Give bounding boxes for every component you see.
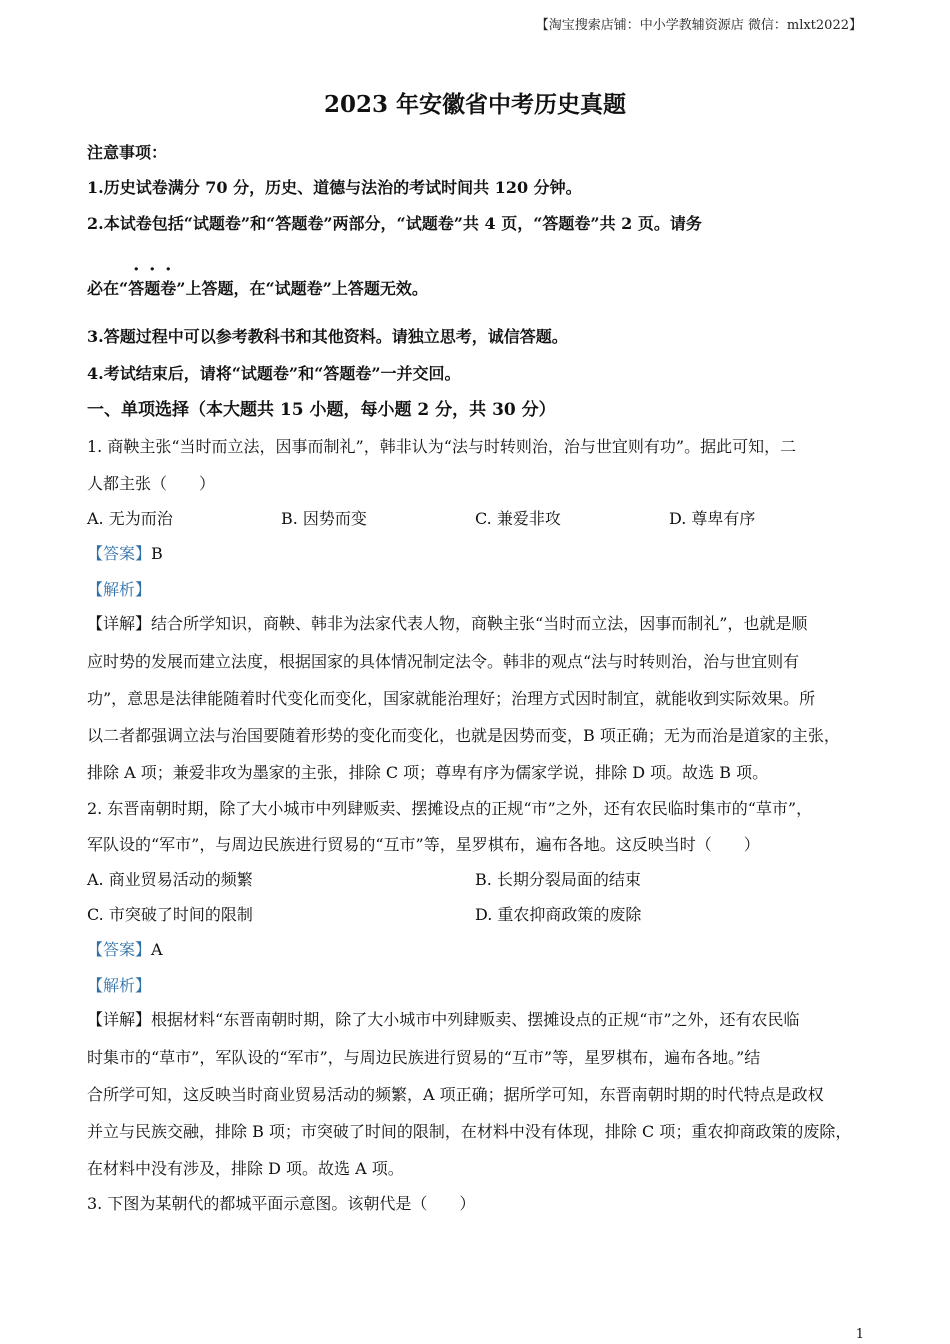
notice-heading: 注意事项： [87,143,168,162]
page-title: 2023 年安徽省中考历史真题 [323,91,627,118]
q2-answer [87,939,163,961]
notice-item-1: 1.历史试卷满分 70 分，历史、道德与法治的考试时间共 120 分钟。 [87,178,582,197]
q2-stem-line-2: 军队设的“军市”，与周边民族进行贸易的“互市”等，星罗棋布，遍布各地。这反映当时（ ） [87,835,760,854]
q2-answer-value: A [151,940,163,959]
answer-tag: 【答案】 [87,940,152,959]
q1-analysis-tag: 【解析】 [87,580,152,599]
q2-detail-line-2: 时集市的“草市”，军队设的“军市”，与周边民族进行贸易的“互市”等，星罗棋布，遍布各地。”结 [87,1048,761,1067]
q1-option-b: B. 因势而变 [281,509,367,528]
q1-answer-value: B [151,544,163,563]
answer-tag: 【答案】 [87,544,152,563]
q1-stem-line-1: 1. 商鞅主张“当时而立法，因事而制礼”，韩非认为“法与时转则治，治与世宜则有功”。据此可知，二 [87,437,797,456]
q2-detail-line-4: 并立与民族交融，排除 B 项；市突破了时间的限制，在材料中没有体现，排除 C 项；重农抑商政策的废除， [87,1122,852,1141]
section-heading: 一、单项选择（本大题共 15 小题，每小题 2 分，共 30 分） [87,400,556,420]
q2-analysis-tag: 【解析】 [87,976,152,995]
detail-tag: 【详解】 [87,1010,152,1029]
q1-detail-line-3: 功”，意思是法律能随着时代变化而变化，国家就能治理好；治理方式因时制宜，就能收到实际效果。所 [87,689,816,708]
q1-detail-line-2: 应时势的发展而建立法度，根据国家的具体情况制定法令。韩非的观点“法与时转则治，治与世宜则有 [87,652,800,671]
q2-detail-line-3: 合所学可知，这反映当时商业贸易活动的频繁，A 项正确；据所学可知，东晋南朝时期的时代特点是政权 [87,1085,824,1104]
detail-tag: 【详解】 [87,614,152,633]
q2-detail-line-1 [87,1009,800,1031]
q3-stem-line-1: 3. 下图为某朝代的都城平面示意图。该朝代是（ ） [87,1194,476,1213]
q2-option-c: C. 市突破了时间的限制 [87,905,253,924]
notice-item-2-post: ”上答题，在“试题卷”上答题无效。 [176,279,428,298]
emphasis-char-2: 题 [144,279,161,298]
q2-detail-text-1: 根据材料“东晋南朝时期，除了大小城市中列肆贩卖、摆摊设点的正规“市”之外，还有农民临 [151,1010,800,1029]
q1-detail-line-5: 排除 A 项；兼爱非攻为墨家的主张，排除 C 项；尊卑有序为儒家学说，排除 D 项。故选 B 项。 [87,763,769,782]
q2-detail-line-5: 在材料中没有涉及，排除 D 项。故选 A 项。 [87,1159,404,1178]
notice-item-2-pre: 必在“ [87,279,129,298]
notice-item-3: 3.答题过程中可以参考教科书和其他资料。请独立思考，诚信答题。 [87,327,568,346]
q1-stem-line-2: 人都主张（ ） [87,474,216,493]
q1-detail-line-4: 以二者都强调立法与治国要随着形势的变化而变化，也就是因势而变，B 项正确；无为而治是道家的主张， [87,726,840,745]
notice-item-4: 4.考试结束后，请将“试题卷”和“答题卷”一并交回。 [87,364,461,383]
emphasis-char-1: 答 [128,279,145,298]
q2-option-a: A. 商业贸易活动的频繁 [87,870,253,889]
q1-option-d: D. 尊卑有序 [669,509,756,528]
q1-detail-line-1 [87,613,807,635]
notice-item-2-line-2 [87,278,428,300]
notice-item-2-line-1: 2.本试卷包括“试题卷”和“答题卷”两部分，“试题卷”共 4 页，“答题卷”共 2 页。请务 [87,214,702,233]
q1-option-a: A. 无为而治 [87,509,173,528]
q2-option-d: D. 重农抑商政策的废除 [475,905,642,924]
q1-detail-text-1: 结合所学知识，商鞅、韩非为法家代表人物，商鞅主张“当时而立法，因事而制礼”，也就是顺 [151,614,808,633]
q1-answer [87,543,163,565]
q2-stem-line-1: 2. 东晋南朝时期，除了大小城市中列肆贩卖、摆摊设点的正规“市”之外，还有农民临时集市的“草市”， [87,799,813,818]
page-number: 1 [855,1327,864,1342]
emphasis-char-3: 卷 [160,279,177,298]
q1-option-c: C. 兼爱非攻 [475,509,561,528]
q2-option-b: B. 长期分裂局面的结束 [475,870,641,889]
header-note: 【淘宝搜索店铺：中小学教辅资源店 微信：mlxt2022】 [535,18,862,33]
